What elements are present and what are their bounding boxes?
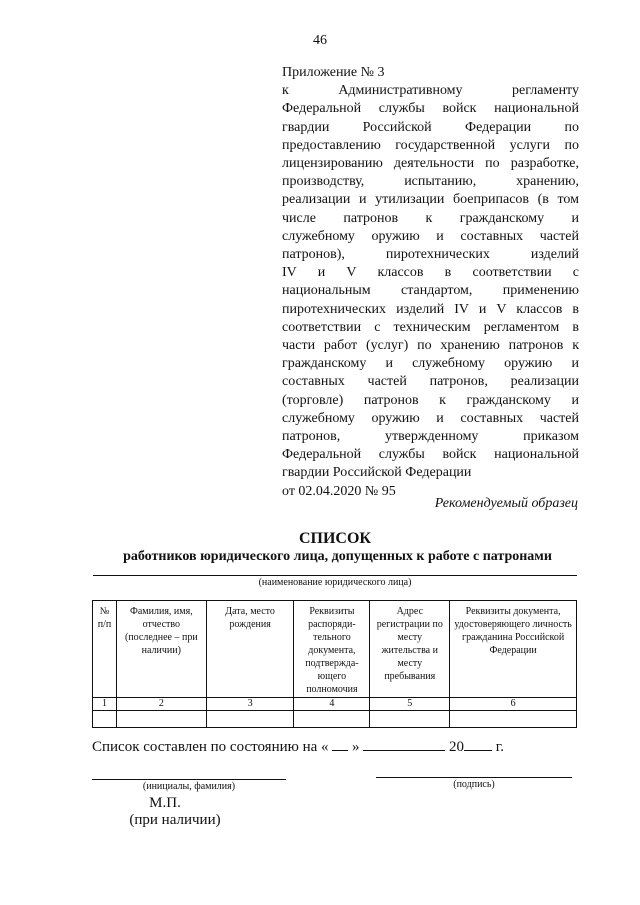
header-birth: Дата, место рождения — [206, 601, 294, 698]
table-cell — [93, 711, 117, 728]
document-subtitle: работников юридического лица, допущенных к работе с патронами — [123, 549, 552, 564]
table-number-row — [93, 698, 577, 711]
employee-table — [92, 600, 577, 728]
status-day-sep: » — [352, 739, 360, 755]
document-title: СПИСОК — [298, 530, 372, 547]
appendix-word: к — [282, 83, 289, 99]
appendix-line: числе патронов к гражданскому и — [282, 210, 579, 226]
header-identity-doc: Реквизиты документа, удостоверяющего личность гражданина Российской Федерации — [450, 601, 577, 698]
appendix-last-line: гвардии Российской Федерации — [282, 465, 472, 481]
appendix-word: Административному — [338, 83, 463, 99]
appendix-line: (торговле) патронов к гражданскому и — [282, 392, 579, 408]
status-year-prefix: 20 — [449, 739, 465, 755]
appendix-title: Приложение № 3 — [282, 65, 385, 80]
page-number: 46 — [313, 33, 327, 48]
appendix-line: Федеральной службы войск национальной — [282, 101, 579, 117]
appendix-line: лицензированию деятельности по разработке, — [282, 156, 579, 172]
appendix-first-line — [282, 82, 579, 100]
signature-caption: (подпись) — [453, 779, 495, 790]
column-number: 2 — [116, 698, 206, 711]
table-cell — [206, 711, 294, 728]
appendix-block — [282, 64, 579, 501]
appendix-line: национальным стандартом, применению — [282, 283, 579, 299]
stamp-note: (при наличии) — [129, 812, 221, 828]
appendix-line: части работ (услуг) по хранению патронов к — [282, 338, 579, 354]
month-blank — [363, 736, 445, 751]
table-cell — [116, 711, 206, 728]
column-number: 6 — [450, 698, 577, 711]
status-line — [92, 736, 504, 756]
year-blank — [464, 736, 492, 751]
org-name-line — [93, 575, 577, 576]
appendix-line: составных частей патронов, реализации — [282, 374, 579, 390]
appendix-line: соответствии с техническим регламентом в — [282, 319, 579, 335]
initials-caption: (инициалы, фамилия) — [142, 781, 236, 792]
initials-line — [92, 779, 286, 780]
header-number: № п/п — [93, 601, 117, 698]
column-number: 4 — [294, 698, 370, 711]
appendix-line: патронов), пиротехнических изделий — [282, 247, 579, 263]
header-full-name: Фамилия, имя, отчество (последнее – при наличии) — [116, 601, 206, 698]
recommended-sample-note: Рекомендуемый образец — [434, 496, 578, 511]
header-authority-doc: Реквизиты распоряди-тельного документа, подтвержда-ющего полномочия — [294, 601, 370, 698]
appendix-line: производству, испытанию, хранению, — [282, 174, 579, 190]
appendix-line: гражданскому и служебному оружию и — [282, 356, 579, 372]
appendix-line: пиротехнических изделий IV и V классов в — [282, 301, 579, 317]
appendix-line: гвардии Российской Федерации по — [282, 119, 579, 135]
header-address: Адрес регистрации по месту жительства и месту пребывания — [370, 601, 450, 698]
appendix-line: служебному оружию и составных частей — [282, 410, 579, 426]
stamp-label: М.П. — [149, 795, 181, 811]
column-number: 1 — [93, 698, 117, 711]
day-blank — [332, 736, 348, 751]
column-number: 5 — [370, 698, 450, 711]
appendix-body — [282, 100, 579, 464]
status-prefix: Список составлен по состоянию на « — [92, 739, 329, 755]
table-cell — [450, 711, 577, 728]
table-cell — [370, 711, 450, 728]
appendix-order: от 02.04.2020 № 95 — [282, 483, 396, 499]
appendix-line: служебному оружию и составных частей — [282, 228, 579, 244]
appendix-line: IV и V классов в соответствии с — [282, 265, 579, 281]
signature-line — [376, 777, 572, 778]
appendix-line: Федеральной службы войск национальной — [282, 447, 579, 463]
appendix-line: патронов, утвержденному приказом — [282, 429, 579, 445]
org-name-caption: (наименование юридического лица) — [258, 577, 412, 588]
table-header-row — [93, 601, 577, 698]
status-suffix: г. — [495, 739, 504, 755]
appendix-line: предоставлению государственной услуги по — [282, 137, 579, 153]
table-row — [93, 711, 577, 728]
appendix-line: реализации и утилизации боеприпасов (в том — [282, 192, 579, 208]
column-number: 3 — [206, 698, 294, 711]
table-cell — [294, 711, 370, 728]
appendix-word: регламенту — [512, 83, 579, 99]
